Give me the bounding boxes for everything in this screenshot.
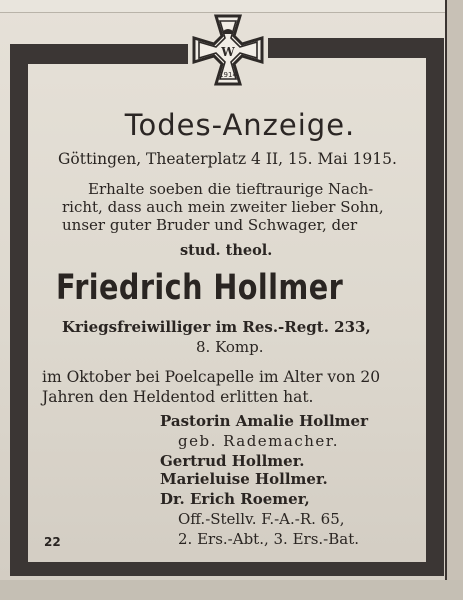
cross-year: 1914 [219,71,237,79]
company-line: 8. Komp. [196,338,264,356]
academic-degree: stud. theol. [180,242,273,259]
iron-cross-icon [188,10,268,90]
cross-cipher: W [221,45,235,59]
mourning-frame-left [10,44,28,572]
notice-title: Todes-Anzeige. [124,108,356,142]
death-line: Jahren den Heldentod erlitten hat. [42,388,314,406]
body-line: Erhalte soeben die tieftraurige Nach- [88,180,374,198]
signature-line: Off.-Stellv. F.-A.-R. 65, [178,510,345,528]
regiment-line: Kriegsfreiwilliger im Res.-Regt. 233, [62,318,371,336]
mourning-frame-top-left [10,44,188,64]
signature-line: Dr. Erich Roemer, [160,490,310,508]
clipping-bottom-edge [0,580,463,600]
signature-line: Marieluise Hollmer. [160,470,328,488]
mourning-frame-bottom [10,562,444,576]
signature-line: geb. Rademacher. [178,432,340,450]
place-and-date: Göttingen, Theaterplatz 4 II, 15. Mai 1915. [58,150,397,168]
signature-line: Gertrud Hollmer. [160,452,305,470]
print-mark: 22 [44,535,61,549]
deceased-name: Friedrich Hollmer [56,268,344,308]
signature-line: Pastorin Amalie Hollmer [160,412,368,430]
body-line: unser guter Bruder und Schwager, der [62,216,358,234]
body-line: richt, dass auch mein zweiter lieber Sohn, [62,198,384,216]
mourning-frame-top-right [268,38,442,58]
death-line: im Oktober bei Poelcapelle im Alter von 20 [42,368,381,386]
signature-line: 2. Ers.-Abt., 3. Ers.-Bat. [178,530,359,548]
